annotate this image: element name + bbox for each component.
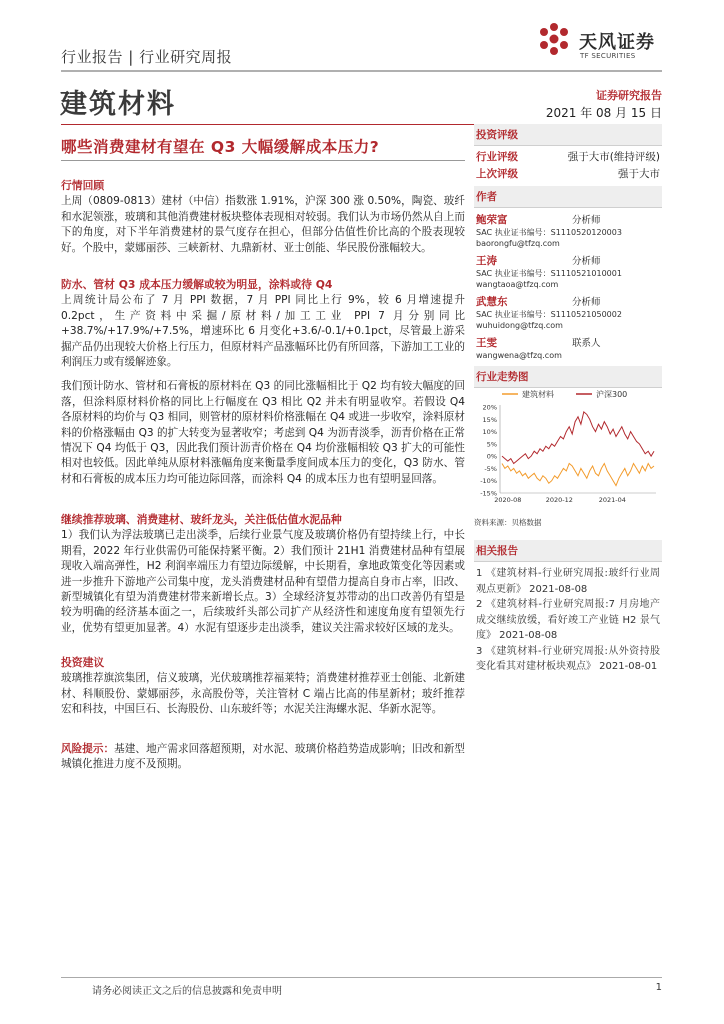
- advice-heading: 投资建议: [61, 656, 105, 669]
- y-tick-label: -10%: [480, 477, 497, 486]
- tf-logo-icon: [533, 18, 575, 60]
- analyst-name: 鲍荣富: [476, 214, 508, 226]
- trend-chart-svg: [474, 385, 662, 505]
- industry-title: 建筑材料: [60, 89, 176, 120]
- cost-heading: 防水、管材 Q3 成本压力缓解或较为明显，涂料或待 Q4: [61, 278, 333, 291]
- rating-heading: 投资评级: [474, 124, 662, 146]
- footer-disclaimer[interactable]: 请务必阅读正文之后的信息披露和免责申明: [92, 986, 282, 997]
- section-advice: [61, 655, 465, 718]
- analyst-name: 王雯: [476, 337, 497, 349]
- related-panel: [474, 540, 662, 675]
- trend-chart: [474, 385, 662, 505]
- related-report[interactable]: 3 《建筑材料-行业研究周报:从外资持股变化看其对建材板块观点》 2021-08-01: [476, 645, 660, 672]
- header-divider: [61, 70, 662, 72]
- analyst-role: 分析师: [572, 297, 601, 308]
- recommend-body: 1）我们认为浮法玻璃已走出淡季，后续行业景气度及玻璃价格仍有望持续上行，中长期看，2022 年行业供需仍可能保持紧平衡。2）我们预计 21H1 消费建材品种有望展现收入端高弹性，H2 利润率端压力有望边际缓解，中长期看，拿地政策变化等因素或进一步推升下游地产公司集中度，龙头消费建材品种有望借力提高自身市占率，旧改、新型城镇化有望为消费建材带来新增长点。3）全球经济复苏带动的出口改善仍有望是较为明确的经济基本面之一，后续玻纤头部公司扩产从经济性和速度角度有望领先行业，优势有望更加显著。4）水泥有望逐步走出淡季，建议关注需求较好区域的龙头。: [61, 529, 465, 634]
- analyst-role: 分析师: [572, 215, 601, 226]
- section-risk: [61, 742, 465, 773]
- related-report[interactable]: 1 《建筑材料-行业研究周报:玻纤行业周观点更新》 2021-08-08: [476, 568, 660, 595]
- trend-heading: 行业走势图: [474, 366, 662, 388]
- y-tick-label: 20%: [482, 403, 497, 412]
- section-cost: [61, 277, 465, 487]
- y-tick-label: 5%: [486, 440, 497, 449]
- analyst-entry: [474, 335, 662, 361]
- footer-divider: [61, 977, 662, 978]
- y-tick-label: -15%: [480, 489, 497, 498]
- related-heading: 相关报告: [474, 540, 662, 562]
- last-rating-value: 强于大市: [618, 168, 660, 180]
- analyst-email[interactable]: wuhuidong@tfzq.com: [476, 321, 563, 330]
- y-tick-label: 0%: [486, 452, 497, 461]
- report-type: 行业报告 | 行业研究周报: [61, 48, 233, 66]
- report-title: 哪些消费建材有望在 Q3 大幅缓解成本压力?: [61, 138, 380, 156]
- x-tick-label: 2020-12: [545, 496, 573, 504]
- related-report[interactable]: 2 《建筑材料-行业研究周报:7 月房地产成交继续放缓，看好竣工产业链 H2 景气度》 2021-08-08: [476, 599, 660, 641]
- report-kind: 证券研究报告: [596, 89, 662, 102]
- analyst-email[interactable]: baorongfu@tfzq.com: [476, 239, 560, 248]
- risk-body: 基建、地产需求回落超预期，对水泥、玻璃价格趋势造成影响；旧改和新型城镇化推进力度不及预期。: [61, 743, 466, 771]
- analyst-entry: [474, 212, 662, 249]
- section-review: [61, 178, 465, 256]
- rating-value: 强于大市(维持评级): [567, 151, 660, 163]
- analyst-email[interactable]: wangtaoa@tfzq.com: [476, 280, 559, 289]
- analyst-entry: [474, 253, 662, 290]
- analyst-entry: [474, 294, 662, 331]
- rating-label: 行业评级: [476, 151, 518, 163]
- risk-label: 风险提示：: [61, 743, 115, 755]
- legend-label: 沪深300: [596, 390, 628, 399]
- company-logo: [533, 18, 673, 70]
- analyst-role: 分析师: [572, 256, 601, 267]
- series-line: [502, 464, 654, 486]
- page-number: 1: [655, 982, 662, 993]
- chart-source: 资料来源：贝格数据: [474, 518, 542, 527]
- cost-paragraph-1: 上周统计局公布了 7 月 PPI 数据，7 月 PPI 同比上行 9%，较 6 月增速提升 0.2pct，生产资料中采掘/原材料/加工工业 PPI 7 月分别同比 +38.7%/+17.9%/+7.5%，增速环比 6 月变化+3.6/-0.1/+0.1pct，尽管最上游采掘产品仍出现较大价格上行压力，但原材料产品涨幅环比仍有所回落，下游加工工业的利润压力或有缓解迹象。: [61, 294, 465, 369]
- recommend-heading: 继续推荐玻璃、消费建材、玻纤龙头，关注低估值水泥品种: [61, 513, 342, 526]
- report-date: 2021 年 08 月 15 日: [545, 106, 662, 120]
- last-rating-label: 上次评级: [476, 168, 518, 180]
- analyst-role: 联系人: [572, 338, 601, 349]
- analyst-sac: SAC 执业证书编号：S1110520120003: [476, 228, 622, 237]
- advice-body: 玻璃推荐旗滨集团，信义玻璃，光伏玻璃推荐福莱特；消费建材推荐亚士创能、北新建材、科顺股份、蒙娜丽莎，永高股份等，关注管材 C 端占比高的伟星新材；玻纤推荐宏和科技，中国巨石、长海股份、山东玻纤等；水泥关注海螺水泥、华新水泥等。: [61, 672, 465, 716]
- logo-en: TF SECURITIES: [580, 52, 636, 60]
- legend-label: 建筑材料: [522, 390, 554, 399]
- rating-panel: [474, 124, 662, 183]
- review-body: 上周（0809-0813）建材（中信）指数涨 1.91%，沪深 300 涨 0.50%，陶瓷、玻纤和水泥领涨，玻璃和其他消费建材板块整体表现相对较弱。我们认为市场仍然从自上而下的角度，对下半年消费建材的景气度存在担心，但部分估值性价比高的个股表现较好。个股中，蒙娜丽莎、三峡新材、九鼎新材、亚士创能、华民股份涨幅较大。: [61, 195, 465, 254]
- title-underline: [61, 160, 465, 161]
- section-recommend: [61, 512, 465, 636]
- x-tick-label: 2021-04: [598, 496, 626, 504]
- y-tick-label: 10%: [482, 428, 497, 437]
- x-tick-label: 2020-08: [494, 496, 522, 504]
- review-heading: 行情回顾: [61, 179, 105, 192]
- cost-paragraph-2: 我们预计防水、管材和石膏板的原材料在 Q3 的同比涨幅相比于 Q2 均有较大幅度的回落，但涂料原材料价格的同比上行幅度在 Q3 相比 Q2 并未有明显收窄。若假设 Q4 各原材料的均价与 Q3 相同，则管材的原材料价格涨幅在 Q4 或进一步收窄，涂料原材料的价格涨幅由 Q3 的扩大转变为显著收窄；考虑到 Q4 为沥青淡季，沥青价格在正常情况下 Q4 均低于 Q3，因此我们预计沥青价格在 Q4 均价涨幅相较 Q3 扩大的可能性相对也较低。因此单纯从原材料涨幅角度来衡量季度间成本压力的变化，Q3 防水、管材和石膏板的成本压力均可能边际回落，而涂料 Q4 的成本压力也有望明显回落。: [61, 380, 465, 485]
- y-tick-label: -5%: [484, 464, 497, 473]
- analyst-sac: SAC 执业证书编号：S1110521050002: [476, 310, 622, 319]
- analyst-email[interactable]: wangwena@tfzq.com: [476, 351, 562, 360]
- logo-cn: 天风证券: [579, 32, 655, 53]
- analyst-name: 武慧东: [476, 296, 508, 308]
- authors-heading: 作者: [474, 186, 662, 208]
- analyst-sac: SAC 执业证书编号：S1110521010001: [476, 269, 622, 278]
- analyst-name: 王涛: [476, 255, 497, 267]
- y-tick-label: 15%: [482, 415, 497, 424]
- authors-panel: [474, 186, 662, 361]
- series-line: [502, 412, 654, 464]
